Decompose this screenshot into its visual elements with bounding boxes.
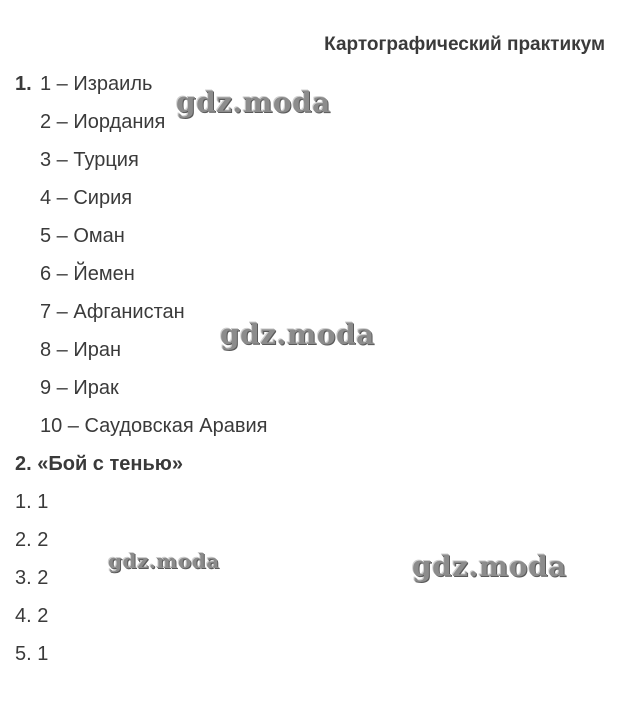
answer-item: 5. 1 [15, 643, 49, 665]
list-item: 1 – Израиль [40, 73, 153, 95]
watermark: gdz.moda [412, 550, 567, 583]
answer-item: 3. 2 [15, 567, 49, 589]
list-item: 3 – Турция [40, 149, 139, 171]
watermark: gdz.moda [176, 86, 331, 119]
answer-item: 4. 2 [15, 605, 49, 627]
answer-item: 2. 2 [15, 529, 49, 551]
list-item: 9 – Ирак [40, 377, 119, 399]
list-item: 4 – Сирия [40, 187, 133, 209]
list-item: 10 – Саудовская Аравия [40, 415, 268, 437]
list-item: 2 – Иордания [40, 111, 166, 133]
section-1-number: 1. [15, 73, 32, 95]
list-item: 5 – Оман [40, 225, 125, 247]
answer-item: 1. 1 [15, 491, 49, 513]
watermark: gdz.moda [220, 318, 375, 351]
watermark: gdz.moda [108, 549, 220, 573]
page-title: Картографический практикум [324, 34, 605, 55]
list-item: 8 – Иран [40, 339, 122, 361]
list-item: 6 – Йемен [40, 263, 135, 285]
section-2-heading: 2. «Бой с тенью» [15, 453, 183, 475]
list-item: 7 – Афганистан [40, 301, 185, 323]
